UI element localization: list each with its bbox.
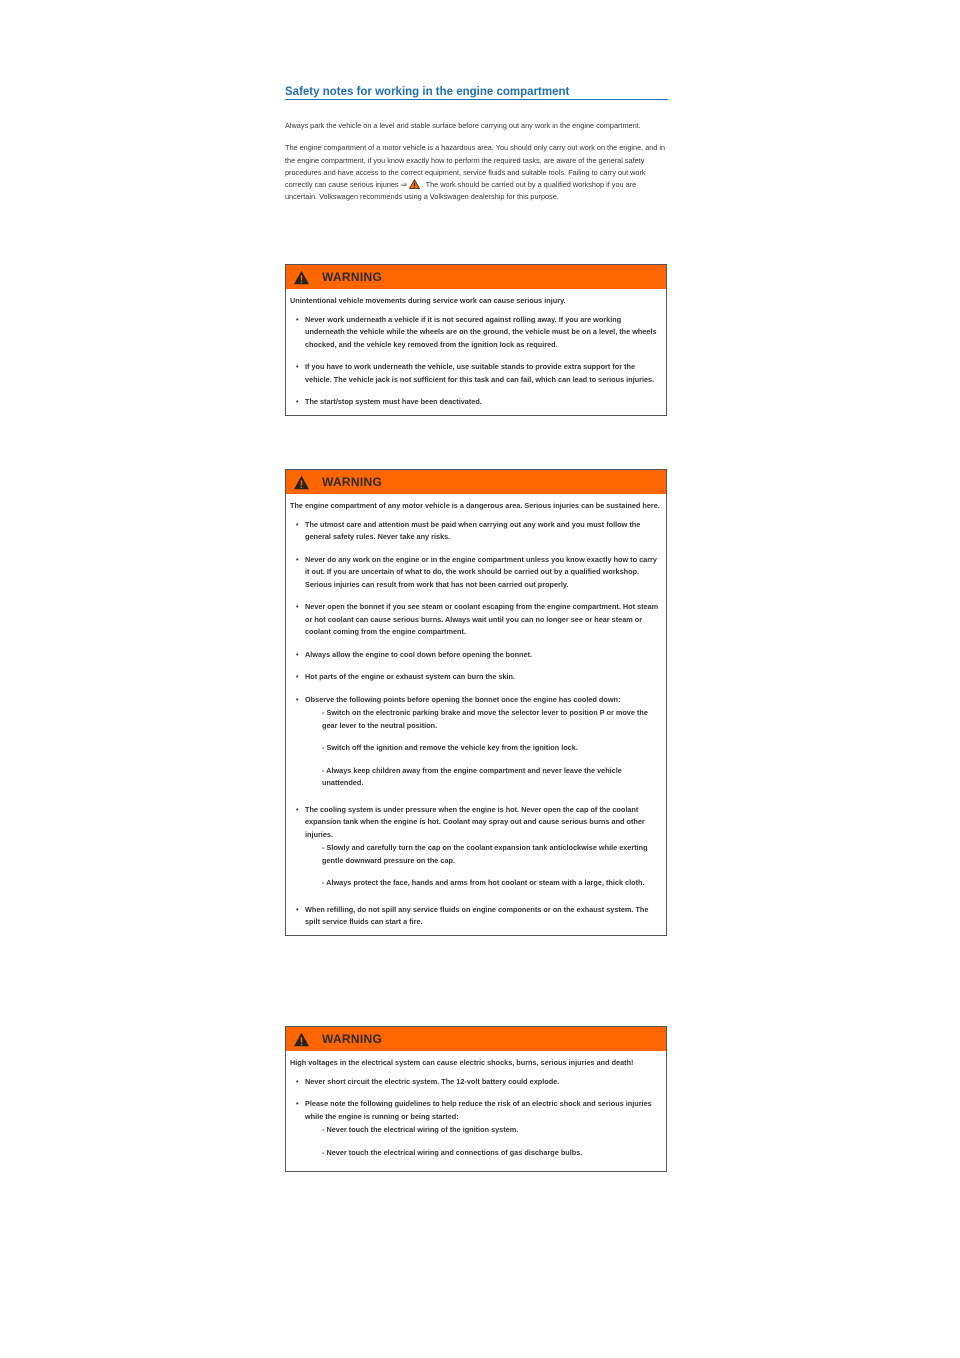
warning-item: • Never short circuit the electric system. The 12-volt battery could explode.	[290, 1076, 662, 1089]
warning-triangle-icon	[409, 179, 420, 189]
warning-sub-item: - Switch off the ignition and remove the vehicle key from the ignition lock.	[322, 743, 578, 752]
warning-box-2	[285, 469, 667, 936]
warning-item-text: Observe the following points before opening the bonnet once the engine has cooled down:	[305, 694, 621, 704]
warning-item: • If you have to work underneath the vehicle, use suitable stands to provide extra support for the vehicle. The vehicle jack is not sufficient for this task and can fail, which can lead to serious injuries.	[290, 361, 662, 386]
warning-intro: High voltages in the electrical system can cause electric shocks, burns, serious injuries and death!	[290, 1058, 634, 1067]
warning-sub-item: - Switch on the electronic parking brake and move the selector lever to position P or move the gear lever to the neutral position.	[322, 708, 648, 730]
warning-item-with-steps	[290, 694, 662, 790]
warning-intro: Unintentional vehicle movements during service work can cause serious injury.	[290, 296, 566, 305]
warning-sub-item: - Never touch the electrical wiring of the ignition system.	[322, 1125, 519, 1134]
warning-header	[286, 265, 666, 289]
warning-label: WARNING	[322, 1032, 383, 1046]
warning-item-text: The cooling system is under pressure when the engine is hot. Never open the cap of the coolant expansion tank when the engine is hot. Coolant may spray out and cause serious burns and other injuries.	[305, 804, 645, 839]
warning-item: • Never do any work on the engine or in the engine compartment unless you know exactly how to carry it out. If you are uncertain of what to do, the work should be carried out by a qualified workshop. Serious injuries can result from work that has not been carried out properly.	[290, 554, 662, 592]
hazard-paragraph-part2: . The work should be carried out by a qualified workshop if you are uncertain. Volkswagen recommends using a Volkswagen dealership for this purpose.	[285, 180, 637, 202]
warning-item: • The utmost care and attention must be paid when carrying out any work and you must follow the general safety rules. Never take any risks.	[290, 519, 662, 544]
warning-item: • Hot parts of the engine or exhaust system can burn the skin.	[290, 671, 662, 684]
warning-triangle-icon	[293, 475, 310, 490]
hazard-paragraph	[285, 142, 668, 203]
warning-triangle-icon	[293, 270, 310, 285]
warning-box-1	[285, 264, 667, 416]
warning-triangle-icon	[293, 1032, 310, 1047]
warning-item: • When refilling, do not spill any service fluids on engine components or on the exhaust system. The spilt service fluids can start a fire.	[290, 904, 662, 929]
warning-item: • Never open the bonnet if you see steam or coolant escaping from the engine compartment. Hot steam or hot coolant can cause serious burns. Always wait until you can no longer see or hear steam or coolant coming from the engine compartment.	[290, 601, 662, 639]
warning-item-with-steps	[290, 804, 662, 890]
section-title: Safety notes for working in the engine compartment	[285, 86, 668, 100]
warning-sub-item: - Always protect the face, hands and arms from hot coolant or steam with a large, thick cloth.	[322, 878, 645, 887]
warning-sub-item: - Never touch the electrical wiring and connections of gas discharge bulbs.	[322, 1147, 583, 1157]
warning-sub-item: - Slowly and carefully turn the cap on the coolant expansion tank anticlockwise while exerting gentle downward pressure on the cap.	[322, 843, 648, 865]
warning-item: • The start/stop system must have been deactivated.	[290, 396, 662, 409]
warning-header	[286, 470, 666, 494]
warning-item: • Always allow the engine to cool down before opening the bonnet.	[290, 649, 662, 662]
hazard-paragraph-part1: The engine compartment of a motor vehicle is a hazardous area. You should only carry out work on the engine, and in the engine compartment, if you know exactly how to perform the required tasks, are aware of the general safety procedures and have access to the correct equipment, service fluids and suitable tools. Failing to carry out work correctly can cause serious injuries	[285, 143, 666, 190]
warning-label: WARNING	[322, 475, 383, 489]
reference-arrow[interactable]: ⇒	[400, 180, 407, 190]
warning-label: WARNING	[322, 270, 383, 284]
warning-item: • Never work underneath a vehicle if it is not secured against rolling away. If you are working underneath the vehicle while the wheels are on the ground, the vehicle must be on a level, the wheels chocked, and the vehicle key removed from the ignition lock as required.	[290, 314, 662, 352]
warning-header	[286, 1027, 666, 1051]
section	[285, 86, 668, 204]
warning-item-with-steps	[290, 1098, 662, 1159]
warning-intro: The engine compartment of any motor vehicle is a dangerous area. Serious injuries can be sustained here.	[290, 501, 660, 510]
warning-sub-item: - Always keep children away from the engine compartment and never leave the vehicle unattended.	[322, 765, 622, 787]
intro-paragraph: Always park the vehicle on a level and stable surface before carrying out any work in the engine compartment.	[285, 121, 641, 130]
warning-item-text: Please note the following guidelines to help reduce the risk of an electric shock and serious injuries while the engine is running or being started:	[305, 1099, 652, 1121]
warning-box-3	[285, 1026, 667, 1172]
